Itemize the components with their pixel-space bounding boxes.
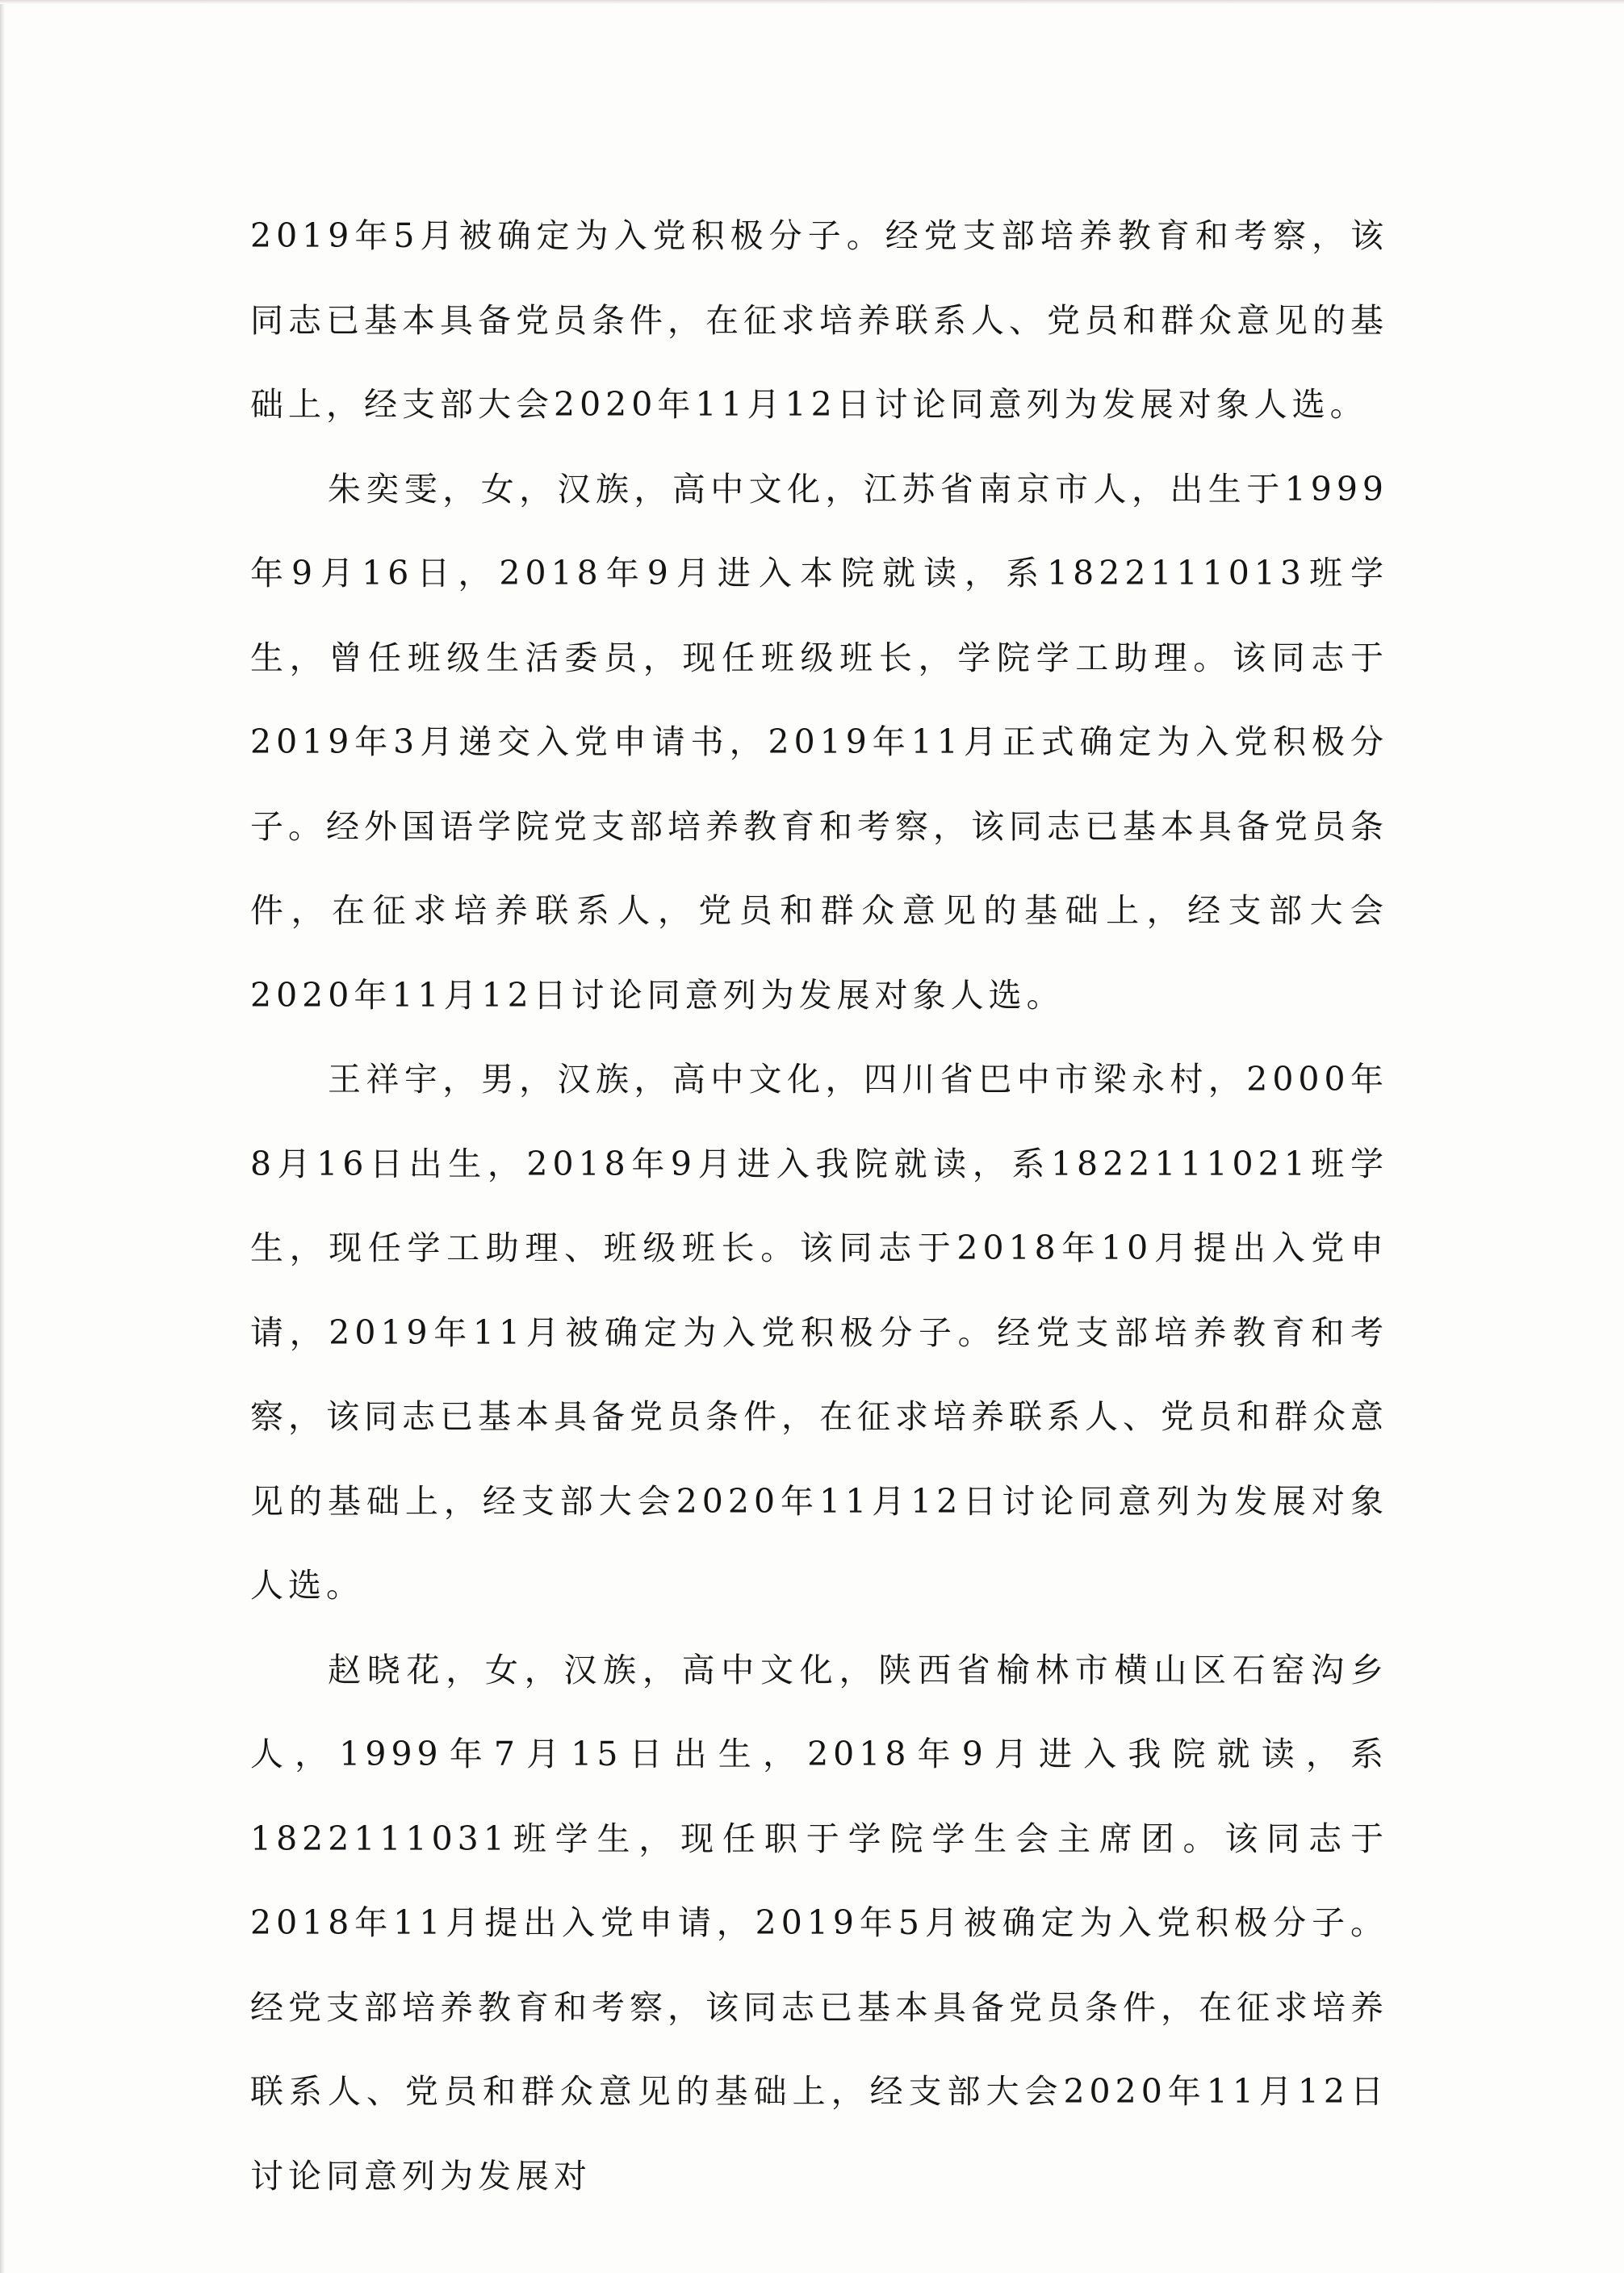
paragraph-wang-xiangyu: 王祥宇，男，汉族，高中文化，四川省巴中市梁永村，2000年8月16日出生，2018年9月进入我院就读，系1822111021班学生，现任学工助理、班级班长。该同志于2018年10月提出入党申请，2019年11月被确定为入党积极分子。经党支部培养教育和考察，该同志已基本具备党员条件，在征求培养联系人、党员和群众意见的基础上，经支部大会2020年11月12日讨论同意列为发展对象人选。: [250, 1060, 1388, 1605]
paragraph-zhao-xiaohua: 赵晓花，女，汉族，高中文化，陕西省榆林市横山区石窑沟乡人，1999年7月15日出生，2018年9月进入我院就读，系1822111031班学生，现任职于学院学生会主席团。该同志于2018年11月提出入党申请，2019年5月被确定为入党积极分子。经党支部培养教育和考察，该同志已基本具备党员条件，在征求培养联系人、党员和群众意见的基础上，经支部大会2020年11月12日讨论同意列为发展对: [250, 1650, 1388, 2196]
scan-edge-shadow-top: [0, 0, 1624, 4]
scan-edge-shadow: [0, 0, 5, 2273]
paragraph-zhu-yiwen: 朱奕雯，女，汉族，高中文化，江苏省南京市人，出生于1999年9月16日，2018年9月进入本院就读，系1822111013班学生，曾任班级生活委员，现任班级班长，学院学工助理。该同志于2019年3月递交入党申请书，2019年11月正式确定为入党积极分子。经外国语学院党支部培养教育和考察，该同志已基本具备党员条件，在征求培养联系人，党员和群众意见的基础上，经支部大会2020年11月12日讨论同意列为发展对象人选。: [250, 469, 1388, 1015]
paragraph-continuation: 2019年5月被确定为入党积极分子。经党支部培养教育和考察，该同志已基本具备党员条件，在征求培养联系人、党员和群众意见的基础上，经支部大会2020年11月12日讨论同意列为发展对象人选。: [250, 216, 1388, 424]
document-body: [250, 194, 1388, 2218]
